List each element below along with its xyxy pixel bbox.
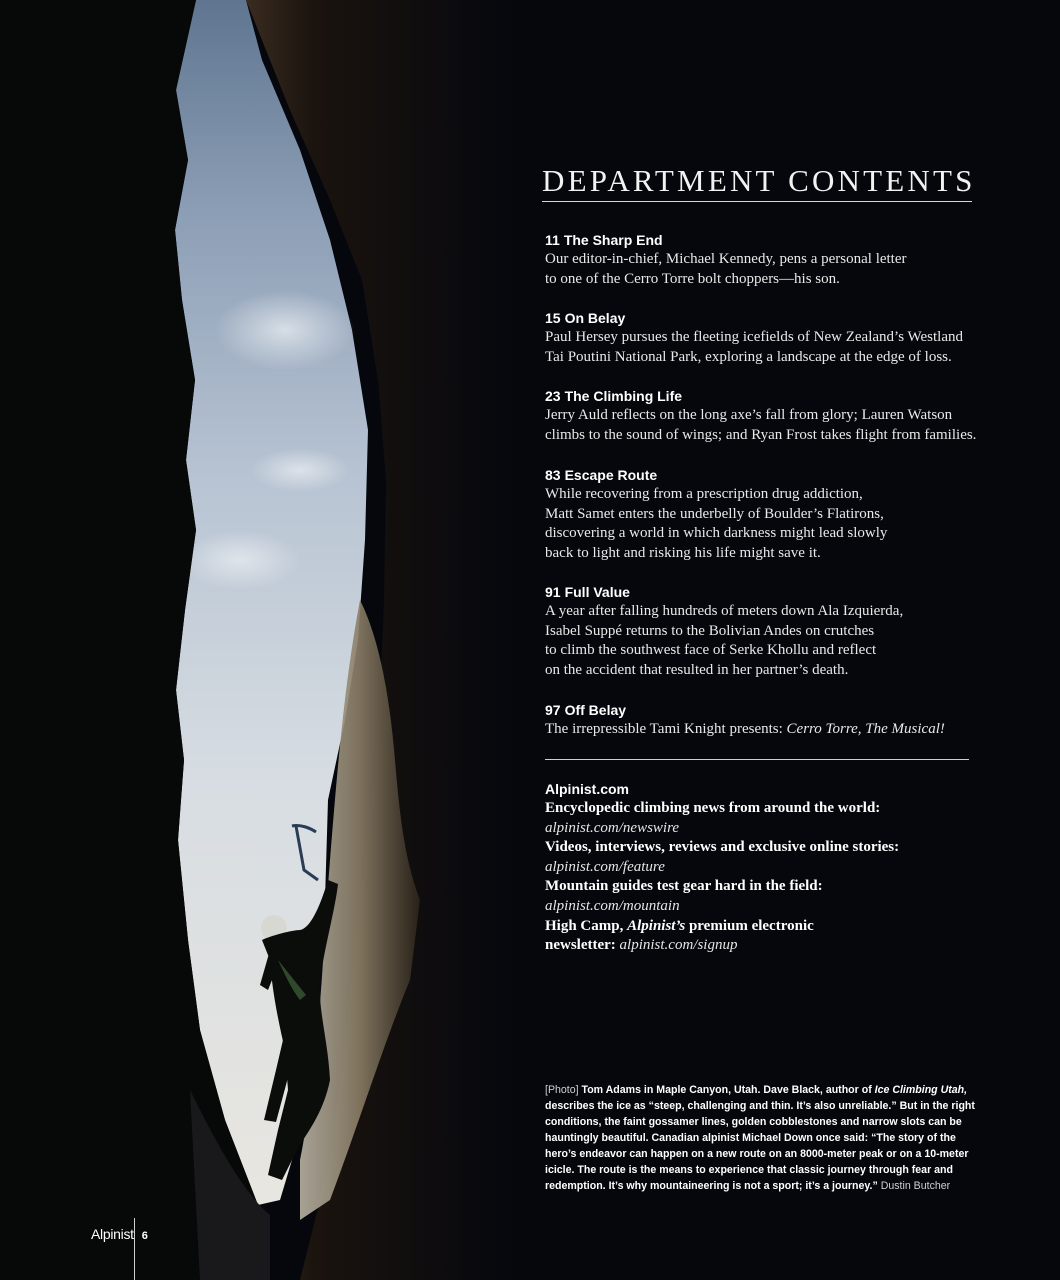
web-item-text: High Camp, Alpinist’s premium electronic xyxy=(545,917,814,934)
entry-line: on the accident that resulted in her partner’s death. xyxy=(545,661,849,678)
web-item-text: Encyclopedic climbing news from around the world: xyxy=(545,800,881,816)
entry-description xyxy=(545,250,985,289)
caption-tag: [Photo] xyxy=(545,1084,579,1096)
entry-description xyxy=(545,485,985,563)
entry-title: Off Belay xyxy=(564,702,627,718)
entry-title: Full Value xyxy=(564,584,630,600)
entry-title: On Belay xyxy=(564,310,626,326)
entry-heading xyxy=(545,387,985,406)
entry-title: The Sharp End xyxy=(563,232,663,248)
entry-line: Isabel Suppé returns to the Bolivian Andes on crutches xyxy=(545,622,875,639)
entry-title: Escape Route xyxy=(564,467,658,483)
entry-description xyxy=(545,406,985,445)
entry-description xyxy=(545,720,985,740)
entry-line: While recovering from a prescription drug addiction, xyxy=(545,486,863,502)
toc-entry-full-value[interactable] xyxy=(545,583,985,680)
folio xyxy=(91,1226,148,1244)
title-divider xyxy=(542,201,972,202)
entry-description xyxy=(545,602,985,680)
entry-line: The irrepressible Tami Knight presents: xyxy=(545,721,787,737)
web-link-signup[interactable]: alpinist.com/signup xyxy=(619,937,738,954)
entry-line: Jerry Auld reflects on the long axe’s fall from glory; Lauren Watson xyxy=(545,407,953,423)
entry-line: back to light and risking his life might save it. xyxy=(545,544,821,561)
toc-entry-climbing-life[interactable] xyxy=(545,387,985,445)
entry-heading xyxy=(545,583,985,602)
photo-caption: [Photo] Tom Adams in Maple Canyon, Utah. Dave Black, author of Ice Climbing Utah, describes the ice as “steep, challenging and thin. It’s also unreliable.” But in the right conditions, the faint gossamer lines, golden cobblestones and narrow slots can be hauntingly beautiful. Canadian alpinist Michael Down once said: “The story of the hero’s endeavor can happen on a new route on an 8000-meter peak or on a 10-meter icicle. The route is the means to experience that classic journey through fear and redemption. It’s why mountaineering is not a sport; it’s a journey.” Dustin Butcher xyxy=(545,1084,975,1192)
entry-heading xyxy=(545,466,985,485)
entry-page-number: 23 xyxy=(545,388,561,404)
entry-line: Matt Samet enters the underbelly of Boulder’s Flatirons, xyxy=(545,505,884,522)
ice-climber-photo xyxy=(0,0,520,1280)
web-item-text: newsletter: alpinist.com/signup xyxy=(545,937,738,954)
entry-line: discovering a world in which darkness might lead slowly xyxy=(545,525,888,542)
entry-page-number: 97 xyxy=(545,702,561,718)
entry-heading xyxy=(545,701,985,720)
folio-page-number: 6 xyxy=(141,1230,148,1242)
web-link-newswire[interactable]: alpinist.com/newswire xyxy=(545,819,680,836)
photo-credit: Dustin Butcher xyxy=(877,1180,951,1192)
entry-page-number: 91 xyxy=(545,584,561,600)
entry-page-number: 83 xyxy=(545,467,561,483)
web-link-mountain[interactable]: alpinist.com/mountain xyxy=(545,897,680,914)
toc-entry-escape-route[interactable] xyxy=(545,466,985,563)
toc-entry-off-belay[interactable] xyxy=(545,701,985,740)
entry-heading xyxy=(545,309,985,328)
department-title: DEPARTMENT CONTENTS xyxy=(542,163,976,198)
entry-line: to one of the Cerro Torre bolt choppers—his son. xyxy=(545,270,840,287)
toc-entry-sharp-end[interactable] xyxy=(545,231,985,289)
entry-heading xyxy=(545,231,985,250)
section-divider xyxy=(545,759,969,760)
folio-brand: Alpinist xyxy=(91,1226,134,1242)
entry-italic-title: Cerro Torre, The Musical! xyxy=(786,721,945,737)
entry-line: A year after falling hundreds of meters down Ala Izquierda, xyxy=(545,603,904,619)
entry-page-number: 15 xyxy=(545,310,561,326)
entry-line: climbs to the sound of wings; and Ryan Frost takes flight from families. xyxy=(545,426,977,443)
alpinist-web-section xyxy=(545,780,985,956)
entry-description xyxy=(545,328,985,367)
entry-page-number: 11 xyxy=(545,232,560,248)
toc-entry-on-belay[interactable] xyxy=(545,309,985,367)
cover-photo xyxy=(0,0,520,1280)
entry-line: Paul Hersey pursues the fleeting icefields of New Zealand’s Westland xyxy=(545,329,963,345)
web-link-feature[interactable]: alpinist.com/feature xyxy=(545,858,665,875)
entry-line: Tai Poutini National Park, exploring a landscape at the edge of loss. xyxy=(545,348,952,365)
entry-line: Our editor-in-chief, Michael Kennedy, pens a personal letter xyxy=(545,251,907,267)
web-item-text: Videos, interviews, reviews and exclusive online stories: xyxy=(545,839,900,856)
web-item-text: Mountain guides test gear hard in the field: xyxy=(545,878,823,895)
web-heading[interactable]: Alpinist.com xyxy=(545,781,630,797)
entry-title: The Climbing Life xyxy=(564,388,683,404)
entry-line: to climb the southwest face of Serke Khollu and reflect xyxy=(545,642,877,659)
